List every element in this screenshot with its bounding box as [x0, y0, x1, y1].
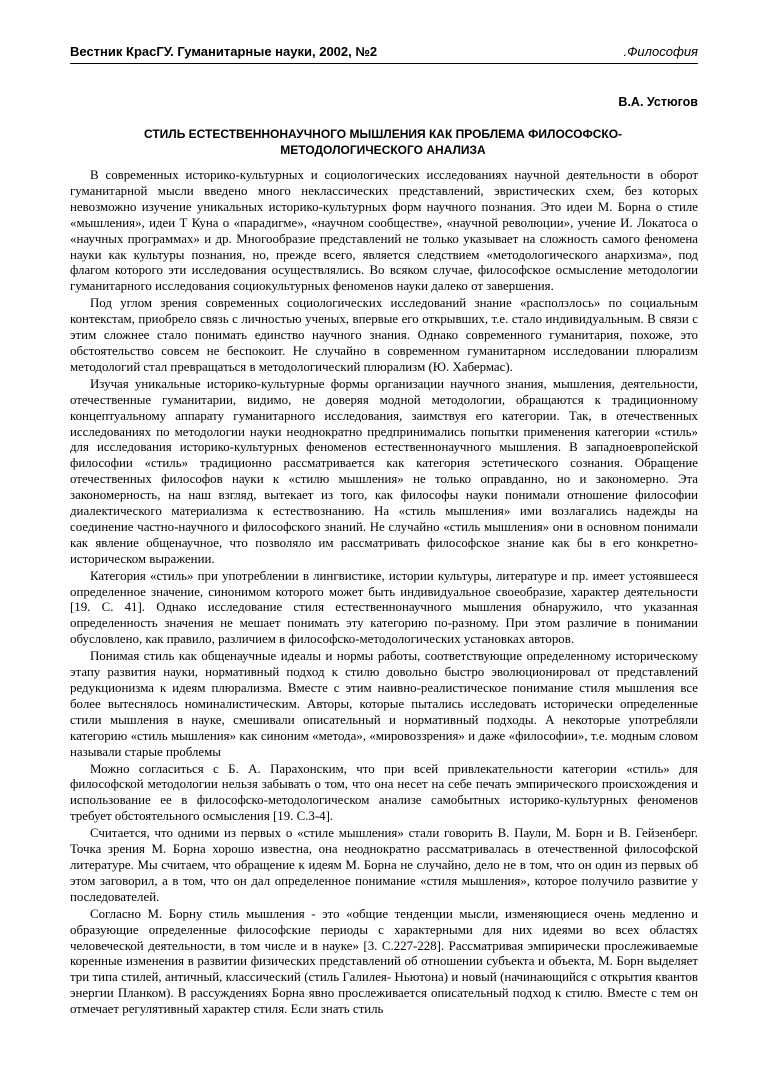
- paragraph: В современных историко-культурных и социологических исследованиях научной деятельности в оборот гуманитарной мысли введено много неклассических представлений, эвристических схем, без которых невозможно изучение уникальных историко-культурных форм научного познания. Это идеи М. Борна о стиле «мышления», идеи Т Куна о «парадигме», «научном сообществе», «научной революции», учение И. Локатоса о «научных программах» и др. Многообразие представлений не только указывает на сложность самого феномена науки как культуры познания, но, прежде всего, является следствием «методологического анархизма», под флагом которого эти исследования осуществлялись. Во всяком случае, философское осмысление методологии гуманитарного исследования социокультурных феноменов науки далеко от завершения.: [70, 168, 698, 294]
- journal-title: Вестник КрасГУ. Гуманитарные науки, 2002, №2: [70, 44, 378, 59]
- paragraph: Можно согласиться с Б. А. Парахонским, что при всей привлекательности категории «стиль» для философской методологии нельзя забывать о том, что она несет на себе печать эмпирического происхождения и использование ее в философско-методологическом анализе самобытных историко-культурных феноменов требует обстоятельного осмысления [19. С.3-4].: [70, 761, 698, 824]
- article-title: СТИЛЬ ЕСТЕСТВЕННОНАУЧНОГО МЫШЛЕНИЯ КАК ПРОБЛЕМА ФИЛОСОФСКО-МЕТОДОЛОГИЧЕСКОГО АНАЛИЗА: [143, 127, 623, 157]
- paragraph: Согласно М. Борну стиль мышления - это «общие тенденции мысли, изменяющиеся очень медленно и образующие определенные философские периоды с характерными для них идеями во всех областях человеческой деятельности, в том числе и в науке» [3. С.227-228]. Рассматривая эмпирически прослеживаемые коренные изменения в развитии физических представлений об отношении субъекта и объекта, М. Борн выделяет три типа стилей, античный, классический (стиль Галилея- Ньютона) и новый (начинающийся с открытия квантов энергии Планком). В рассуждениях Борна явно прослеживается описательный подход к стилю. Вместе с тем он отмечает регулятивный характер стиля. Если знать стиль: [70, 906, 698, 1017]
- paragraph: Под углом зрения современных социологических исследований знание «расползлось» по социальным контекстам, приобрело связь с личностью ученых, впервые его открывших, т.е. стало индивидуальным. В связи с этим сложнее стало понимать единство научного знания. Однако современного гуманитария, похоже, это обстоятельство совсем не беспокоит. Не случайно в современном гуманитарном исследовании плюрализм методологий стал превращаться в методологический плюрализм (Ю. Хабермас).: [70, 296, 698, 374]
- article-author: В.А. Устюгов: [618, 95, 698, 109]
- header-rule: [70, 63, 698, 64]
- paragraph: Изучая уникальные историко-культурные формы организации научного знания, мышления, деятельности, отечественные гуманитарии, видимо, не доверяя модной методологии, обращаются к традиционному концептуальному аппарату гуманитарного исследования, заимствуя его категории. Так, в отечественных исследованиях по методологии науки неоднократно предпринимались попытки применения категории «стиль» для исследования историко-культурных феноменов естественнонаучного мышления. В западноевропейской философии «стиль» традиционно рассматривается как категория эстетического сознания. Обращение отечественных философов науки к «стилю мышления» не только оправданно, но и закономерно. Эта закономерность, на наш взгляд, вытекает из того, как философы науки понимали отношение философии диалектического материализма к естествознанию. На «стиль мышления» ими возлагались надежды на соединение частно-научного и философского знаний. Не случайно «стиль мышления» они в основном понимали как явление общенаучное, что позволяло им рассматривать философское знание как бы в его конкретно-историческом выражении.: [70, 376, 698, 566]
- running-head: [70, 44, 698, 62]
- paragraph: Категория «стиль» при употреблении в лингвистике, истории культуры, литературе и пр. имеет устоявшееся определенное значение, синонимом которого может быть индивидуальное своеобразие, характер деятельности [19. С. 41]. Однако исследование стиля естественнонаучного мышления обнаружило, что указанная определенность значения не мешает понимать эту категорию по-разному. При этом различие в понимании обусловлено, как правило, различием в философско-методологических установках авторов.: [70, 568, 698, 647]
- article-body: [70, 168, 698, 1019]
- paragraph: Считается, что одними из первых о «стиле мышления» стали говорить В. Паули, М. Борн и В. Гейзенберг. Точка зрения М. Борна хорошо известна, она неоднократно рассматривалась в отечественной философской литературе. Мы считаем, что обращение к идеям М. Борна не случайно, дело не в том, что он один из первых об этом заговорил, а в том, что он дал определенное понимание «стиля мышления», которое получило развитие у последователей.: [70, 826, 698, 904]
- paragraph: Понимая стиль как общенаучные идеалы и нормы работы, соответствующие определенному историческому этапу развития науки, нормативный подход к стилю довольно быстро эволюционировал от представлений редукционизма к идеям плюрализма. Вместе с этим наивно-реалистическое понимание стиля мышления все более вытеснялось номиналистическим. Авторы, которые пытались исследовать исторически определенные стили мышления в науке, смешивали описательный и нормативный подходы. А некоторые употребляли категорию «стиль мышления» как синоним «метода», «мировоззрения» и даже «философии», т.е. модным словом называли старые проблемы: [70, 649, 698, 759]
- section-name: .Философия: [623, 44, 698, 59]
